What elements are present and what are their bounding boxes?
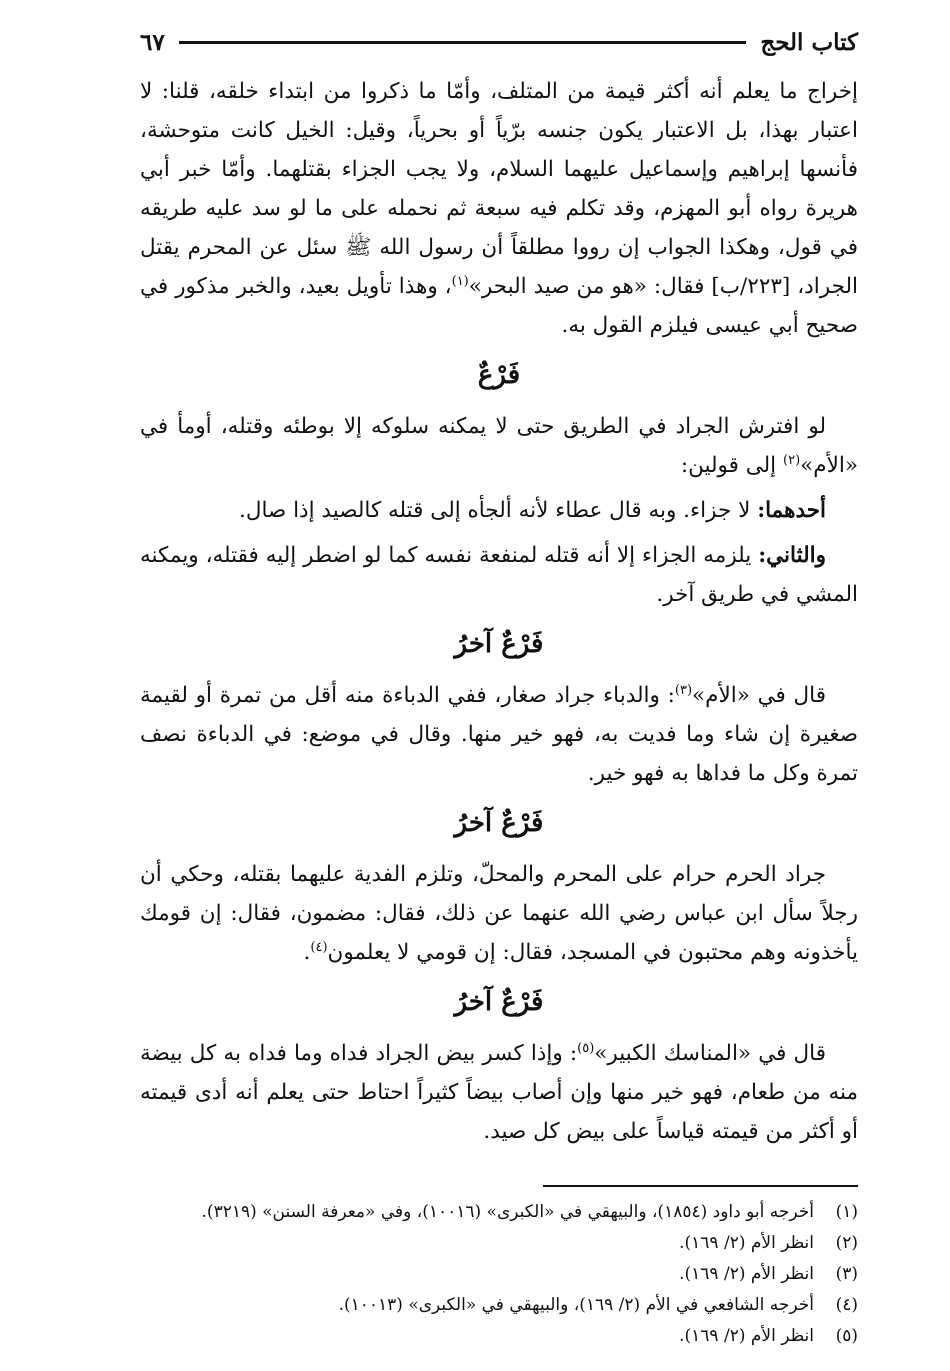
opinion-label: أحدهما: <box>757 498 826 523</box>
section-heading: فَرْعٌ آخرُ <box>454 808 544 838</box>
footnote-number: (١) <box>835 1202 858 1222</box>
footnote-ref[interactable]: (٢) <box>783 452 801 468</box>
footnote <box>140 1259 858 1290</box>
section-heading: فَرْعٌ آخرُ <box>454 629 544 659</box>
footnotes <box>140 1197 858 1352</box>
section-paragraph: قال في «المناسك الكبير»$^{(٥)}$: وإذا كسر بيض الجراد فداه وما فداه به كل بيضة منه من طعام، فهو خير منها وإن أصاب بيضاً كثيراً احتاط حتى يعلم أنه أدى قيمته أو أكثر من قيمته قياساً على بيض كل صيد. <box>140 1040 858 1144</box>
opinion-first: أحدهما: لا جزاء. وبه قال عطاء لأنه ألجأه إلى قتله كالصيد إذا صال. <box>238 498 826 523</box>
footnote <box>140 1290 858 1321</box>
footnote-ref[interactable]: (٣) <box>674 682 693 698</box>
footnote-text: انظر الأم (٢/ ١٦٩). <box>679 1233 814 1253</box>
footnote-number: (٤) <box>835 1295 858 1315</box>
footnote-number: (٥) <box>835 1326 858 1346</box>
footnote-ref[interactable]: (٤) <box>310 939 328 955</box>
opinion-second: والثاني: يلزمه الجزاء إلا أنه قتله لمنفعة نفسه كما لو اضطر إليه فقتله، ويمكنه المشي في طريق آخر. <box>140 543 858 607</box>
running-title: كتاب الحج <box>760 28 858 56</box>
footnote <box>140 1321 858 1352</box>
section-heading: فَرْعٌ آخرُ <box>454 987 544 1017</box>
section-paragraph: لو افترش الجراد في الطريق حتى لا يمكنه سلوكه إلا بوطئه وقتله، أومأ في «الأم»$^{(٢)}$ إلى قولين: <box>140 414 858 478</box>
footnote-ref[interactable]: (١) <box>451 273 469 289</box>
section-paragraph: قال في «الأم»$^{(٣)}$: والدباء جراد صغار، ففي الدباءة منه أقل من تمرة أو لقيمة صغيرة إن شاء وما فديت به، فهو خير منها. وقال في موضع: في الدباءة نصف تمرة وكل ما فداها به فهو خير. <box>140 682 858 786</box>
intro-paragraph: إخراج ما يعلم أنه أكثر قيمة من المتلف، وأمّا ما ذكروا من ابتداء خلقه، قلنا: لا اعتبار بهذا، بل الاعتبار يكون جنسه برّياً أو بحرياً، وقيل: الخيل كانت متوحشة، فأنسها إبراهيم وإسماعيل عليهما السلام، ولا يجب الجزاء بقتلهما. وأمّا خبر أبي هريرة رواه أبو المهزم، وقد تكلم فيه سبعة ثم نحمله على ما لو سد عليه طريقه في قول، وهكذا الجواب إن رووا مطلقاً أن رسول الله ﷺ سئل عن المحرم يقتل الجراد، [٢٢٣/ب] فقال: «هو من صيد البحر»$^{(١)}$، وهذا تأويل بعيد، والخبر مذكور في صحيح أبي عيسى فيلزم القول به. <box>140 79 858 338</box>
footnote-number: (٣) <box>835 1264 858 1284</box>
opinion-label: والثاني: <box>758 543 826 568</box>
footnote-text: انظر الأم (٢/ ١٦٩). <box>679 1264 814 1284</box>
footnote-text: انظر الأم (٢/ ١٦٩). <box>679 1326 814 1346</box>
section-heading: فَرْعٌ <box>477 360 521 390</box>
footnote-divider <box>543 1185 858 1187</box>
page-number: ٦٧ <box>140 28 165 56</box>
footnote-text: أخرجه الشافعي في الأم (٢/ ١٦٩)، والبيهقي في «الكبرى» (١٠٠١٣). <box>338 1295 814 1315</box>
page-header <box>140 22 858 62</box>
header-rule <box>179 41 747 44</box>
footnote <box>140 1197 858 1228</box>
footnote-text: أخرجه أبو داود (١٨٥٤)، والبيهقي في «الكبرى» (١٠٠١٦)، وفي «معرفة السنن» (٣٢١٩). <box>201 1202 814 1222</box>
footnote-number: (٢) <box>835 1233 858 1253</box>
footnote-ref[interactable]: (٥) <box>577 1040 595 1056</box>
footnote <box>140 1228 858 1259</box>
section-paragraph: جراد الحرم حرام على المحرم والمحلّ، وتلزم الفدية عليهما بقتله، وحكي أن رجلاً سأل ابن عباس رضي الله عنهما عن ذلك، فقال: مضمون، فقال: إن قومك يأخذونه وهم محتبون في المسجد، فقال: إن قومي لا يعلمون$^{(٤)}$. <box>140 862 858 965</box>
